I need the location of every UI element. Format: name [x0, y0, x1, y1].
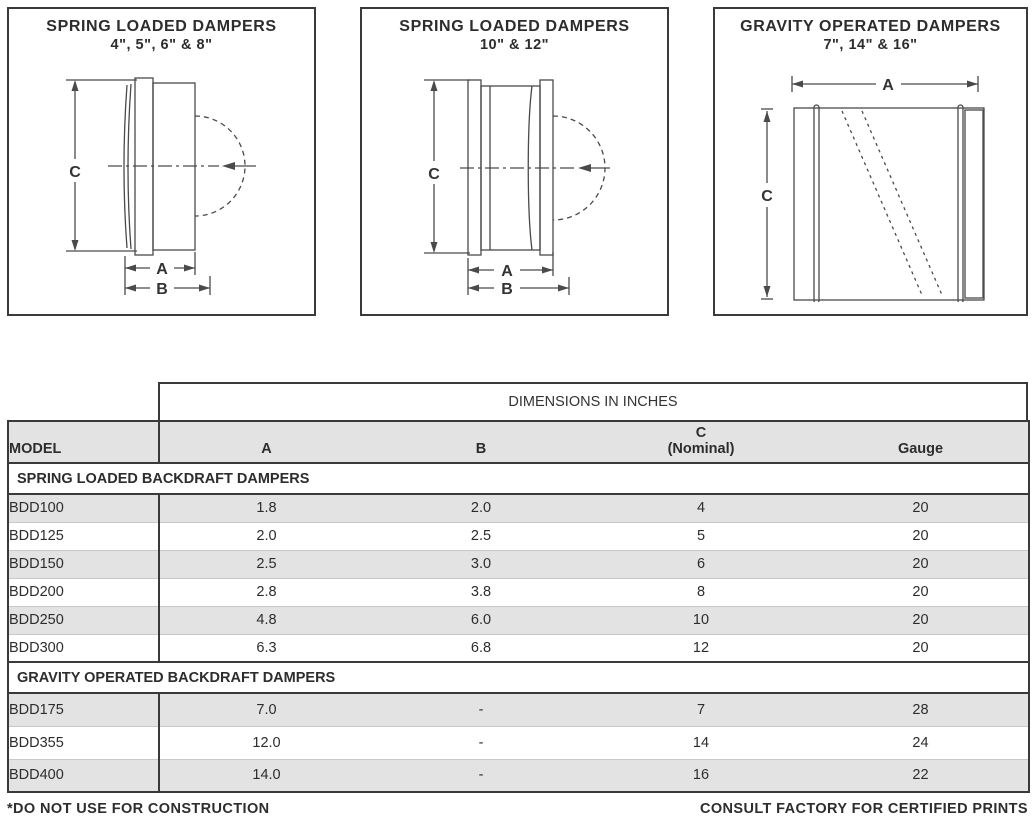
panel-title: SPRING LOADED DAMPERS — [46, 18, 277, 35]
dimension-c — [761, 109, 773, 299]
dim-label-a: A — [156, 261, 168, 278]
dimension-b — [125, 276, 210, 298]
cell-gauge: 20 — [813, 494, 1029, 522]
column-header-model: MODEL — [8, 421, 159, 463]
section-header-label: SPRING LOADED BACKDRAFT DAMPERS — [8, 463, 1029, 494]
dimensions-span-header: DIMENSIONS IN INCHES — [158, 382, 1028, 420]
cell-b: - — [373, 759, 589, 792]
cell-c: 10 — [589, 606, 813, 634]
centerline-flow-arrow — [108, 162, 256, 170]
cell-c: 12 — [589, 634, 813, 662]
section-header-gravity-operated — [8, 662, 1029, 693]
centerline-flow-arrow — [460, 164, 610, 172]
footer-note-right: CONSULT FACTORY FOR CERTIFIED PRINTS — [699, 801, 1028, 817]
dim-label-c: C — [761, 188, 773, 205]
cell-gauge: 20 — [813, 606, 1029, 634]
cell-a: 7.0 — [159, 693, 373, 726]
column-header-c-line1: C — [695, 425, 707, 441]
table-row-bdd150 — [8, 550, 1029, 578]
dim-label-c: C — [428, 166, 440, 183]
cell-gauge: 20 — [813, 550, 1029, 578]
panel-spring-loaded-small — [7, 7, 316, 316]
cell-b: 2.0 — [373, 494, 589, 522]
column-header-c-line2: (Nominal) — [667, 441, 735, 457]
panel-title: SPRING LOADED DAMPERS — [399, 18, 630, 35]
cell-c: 5 — [589, 522, 813, 550]
cell-model: BDD200 — [8, 578, 159, 606]
damper-side-view-drawing — [715, 55, 1026, 302]
cell-a: 4.8 — [159, 606, 373, 634]
cell-b: 3.0 — [373, 550, 589, 578]
table-row-bdd100 — [8, 494, 1029, 522]
cell-a: 12.0 — [159, 726, 373, 759]
cell-model: BDD300 — [8, 634, 159, 662]
cell-gauge: 22 — [813, 759, 1029, 792]
cell-b: 6.0 — [373, 606, 589, 634]
cell-model: BDD250 — [8, 606, 159, 634]
cell-gauge: 28 — [813, 693, 1029, 726]
damper-side-view-drawing — [9, 55, 314, 302]
cell-model: BDD400 — [8, 759, 159, 792]
cell-c: 6 — [589, 550, 813, 578]
dim-label-a: A — [882, 77, 894, 94]
section-header-label: GRAVITY OPERATED BACKDRAFT DAMPERS — [8, 662, 1029, 693]
footer-note-left: *DO NOT USE FOR CONSTRUCTION — [7, 801, 270, 817]
cell-model: BDD175 — [8, 693, 159, 726]
panel-gravity-operated — [713, 7, 1028, 316]
cell-model: BDD100 — [8, 494, 159, 522]
dimension-c — [424, 80, 470, 253]
cell-gauge: 24 — [813, 726, 1029, 759]
cell-a: 1.8 — [159, 494, 373, 522]
cell-a: 2.0 — [159, 522, 373, 550]
cell-b: 6.8 — [373, 634, 589, 662]
dimensions-table-block — [7, 382, 1028, 793]
cell-model: BDD125 — [8, 522, 159, 550]
cell-a: 14.0 — [159, 759, 373, 792]
cell-gauge: 20 — [813, 634, 1029, 662]
table-row-bdd400 — [8, 759, 1029, 792]
column-header-gauge: Gauge — [813, 421, 1029, 463]
cell-b: - — [373, 726, 589, 759]
panel-spring-loaded-large — [360, 7, 669, 316]
dim-label-b: B — [501, 281, 513, 298]
cell-c: 14 — [589, 726, 813, 759]
panel-subtitle: 10" & 12" — [479, 37, 550, 53]
dimension-b — [468, 277, 569, 298]
footer-notes — [7, 801, 1028, 817]
cell-c: 7 — [589, 693, 813, 726]
dimensions-table — [7, 420, 1030, 793]
table-row-bdd355 — [8, 726, 1029, 759]
dim-label-c: C — [69, 164, 81, 181]
table-row-bdd125 — [8, 522, 1029, 550]
dim-label-a: A — [501, 263, 513, 280]
cell-b: - — [373, 693, 589, 726]
panel-subtitle: 7", 14" & 16" — [823, 37, 918, 53]
cell-c: 16 — [589, 759, 813, 792]
panel-subtitle: 4", 5", 6" & 8" — [110, 37, 213, 53]
cell-gauge: 20 — [813, 522, 1029, 550]
table-header-row — [8, 421, 1029, 463]
cell-b: 3.8 — [373, 578, 589, 606]
cell-a: 6.3 — [159, 634, 373, 662]
column-header-a: A — [159, 421, 373, 463]
table-row-bdd200 — [8, 578, 1029, 606]
table-row-bdd300 — [8, 634, 1029, 662]
panel-title: GRAVITY OPERATED DAMPERS — [740, 18, 1001, 35]
damper-side-view-drawing — [362, 55, 667, 302]
cell-model: BDD150 — [8, 550, 159, 578]
cell-a: 2.8 — [159, 578, 373, 606]
column-header-c-nominal — [589, 421, 813, 463]
dim-label-b: B — [156, 281, 168, 298]
cell-a: 2.5 — [159, 550, 373, 578]
table-row-bdd250 — [8, 606, 1029, 634]
crimped-end — [965, 110, 983, 298]
blade-diagonal — [842, 111, 942, 295]
damper-body — [794, 105, 984, 302]
column-header-b: B — [373, 421, 589, 463]
cell-gauge: 20 — [813, 578, 1029, 606]
cell-c: 8 — [589, 578, 813, 606]
cell-model: BDD355 — [8, 726, 159, 759]
table-row-bdd175 — [8, 693, 1029, 726]
cell-c: 4 — [589, 494, 813, 522]
section-header-spring-loaded — [8, 463, 1029, 494]
cell-b: 2.5 — [373, 522, 589, 550]
dimension-a — [792, 76, 978, 94]
